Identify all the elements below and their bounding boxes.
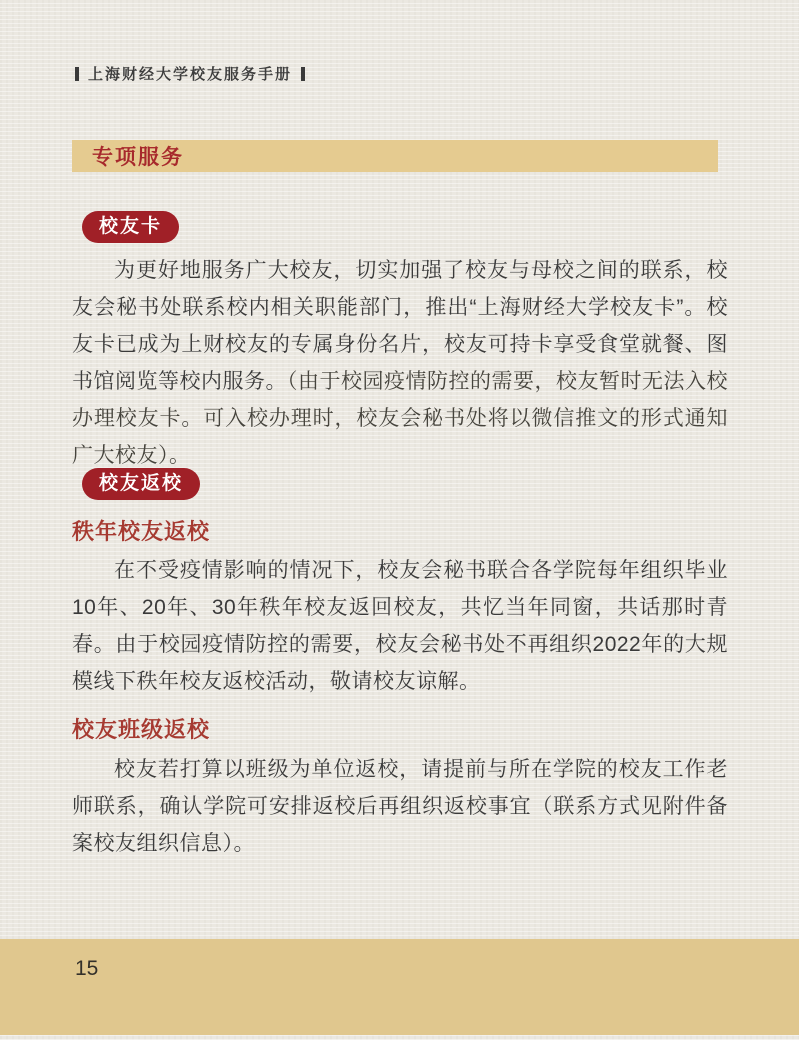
footer-band [0,939,799,1035]
header-left-bar-icon [75,67,79,81]
page-number: 15 [75,957,99,980]
subheading-class-return: 校友班级返校 [72,717,211,742]
anniversary-return-paragraph: 在不受疫情影响的情况下，校友会秘书联合各学院每年组织毕业10年、20年、30年秩年校友返回校友，共忆当年同窗，共话那时青春。由于校园疫情防控的需要，校友会秘书处不再组织2022年的大规模线下秩年校友返校活动，敬请校友谅解。 [72,559,728,693]
alumni-return-badge: 校友返校 [82,468,200,500]
header-right-bar-icon [301,67,305,81]
section-banner-title: 专项服务 [92,146,184,169]
header-title: 上海财经大学校友服务手册 [88,67,293,83]
class-return-paragraph: 校友若打算以班级为单位返校，请提前与所在学院的校友工作老师联系，确认学院可安排返校后再组织返校事宜（联系方式见附件备案校友组织信息）。 [72,758,728,855]
section-banner [72,140,718,172]
running-header [75,63,305,84]
alumni-card-badge: 校友卡 [82,211,179,243]
alumni-card-body-main: 为更好地服务广大校友，切实加强了校友与母校之间的联系，校友会秘书处联系校内相关职能部门，推出“上海财经大学校友卡”。校友卡已成为上财校友的专属身份名片，校友可持卡享受食堂就餐、图书馆阅览等校内服务。 [72,259,728,393]
alumni-card-body-note: （由于校园疫情防控的需要，校友暂时无法入校办理校友卡。可入校办理时，校友会秘书处将以微信推文的形式通知广大校友）。 [72,369,728,467]
alumni-card-paragraph [72,252,728,474]
subheading-anniversary-return: 秩年校友返校 [72,519,211,544]
